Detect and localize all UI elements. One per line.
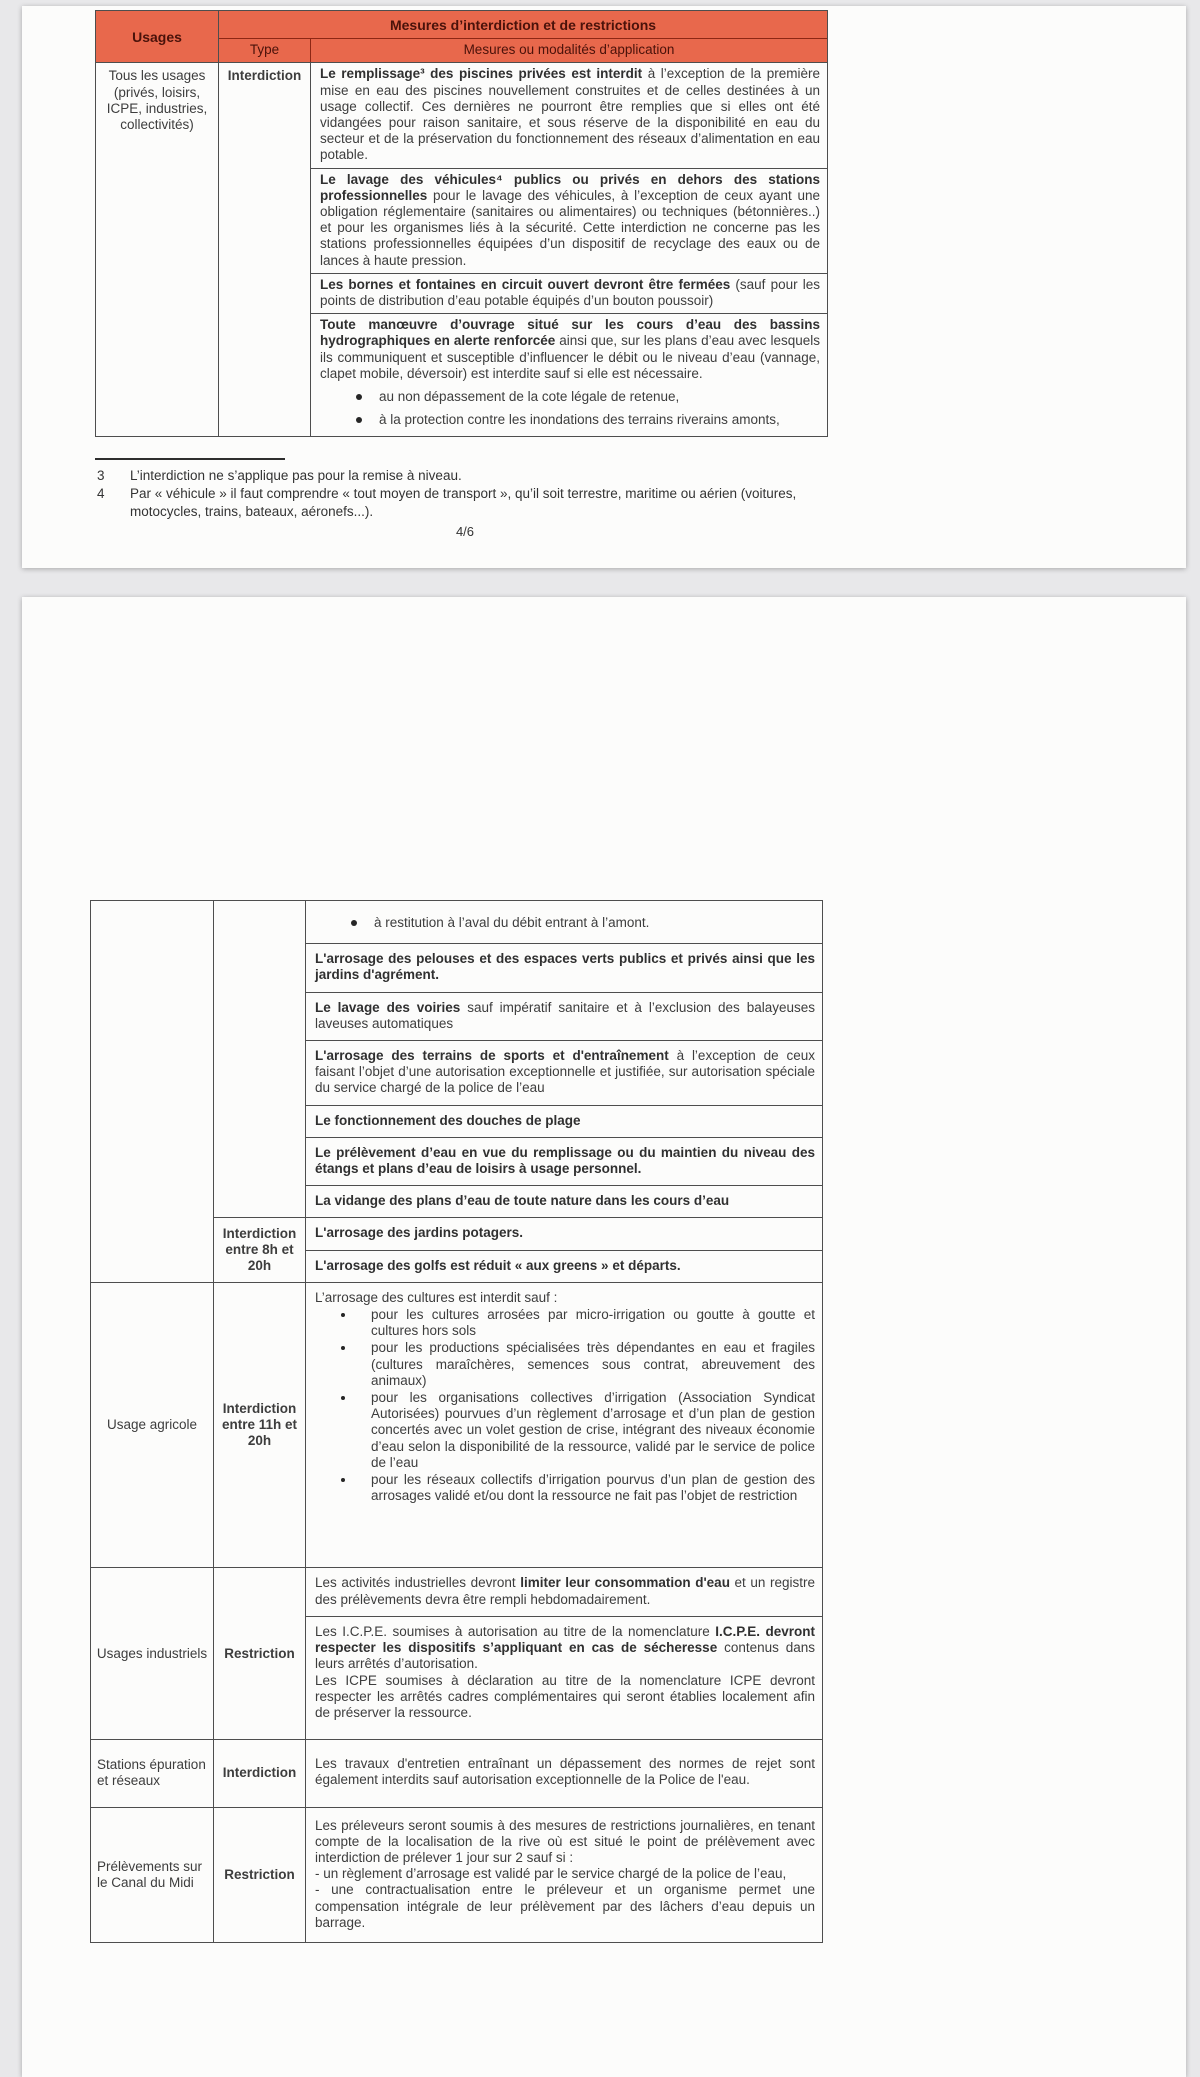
measure-text-segment: limiter leur consommation d'eau xyxy=(520,1575,730,1591)
measure-text-segment: I.C.P.E. xyxy=(715,1623,761,1639)
type-label: Interdiction entre 8h et 20h xyxy=(222,1225,297,1274)
measure-text xyxy=(320,317,820,382)
measures-column xyxy=(306,1218,822,1281)
measure-text-segment: à l’exception de ceux faisant l’objet d’une autorisation exceptionnelle et justifiée, sur autorisation spéciale du service chargé de la police de l’eau xyxy=(315,1048,815,1096)
bullet-item xyxy=(341,1340,815,1389)
measure-text xyxy=(315,1756,815,1788)
bullet-text: pour les productions spécialisées très dépendantes en eau et fragiles (cultures maraîchères, semences sous contrat, abreuvement des animaux) xyxy=(371,1340,815,1388)
group-measures xyxy=(219,63,827,436)
restrictions-table-page1 xyxy=(95,10,828,437)
measure-text-segment: L'arrosage des pelouses et des espaces verts publics et privés ainsi que les jardins d'agrément. xyxy=(315,951,815,983)
measure-text-segment: La vidange des plans d’eau de toute nature dans les cours d’eau xyxy=(315,1193,730,1209)
bullet-item xyxy=(341,1472,815,1504)
footnote-4 xyxy=(95,485,835,521)
measure-text xyxy=(315,1290,815,1306)
type-section xyxy=(214,901,822,1217)
measure-cell xyxy=(306,992,822,1040)
type-label: Interdiction entre 11h et 20h xyxy=(221,1400,298,1449)
measure-text-segment: pour le lavage des véhicules, à l’exception de ceux ayant une obligation réglementaire (sanitaires ou alimentaires) ou techniques (bétonnières..) et pour les organismes liés à la sécurité. Cette interdiction ne concerne pas les stations professionnelles équipées d’un dispositif de recyclage des eaux ou de lances à haute pression. xyxy=(320,187,820,268)
type-cell xyxy=(214,1283,306,1568)
group-measures xyxy=(214,1283,822,1568)
footnote-text: L’interdiction ne s’applique pas pour la remise à niveau. xyxy=(130,468,462,483)
table-row xyxy=(91,901,822,1282)
measure-cell xyxy=(306,1105,822,1137)
usage-cell xyxy=(91,1808,214,1942)
bullet-icon xyxy=(356,394,362,400)
measure-cell xyxy=(306,1137,822,1185)
footnote-3 xyxy=(95,467,835,485)
bullet-item xyxy=(356,389,820,405)
bullet-text: pour les organisations collectives d’irrigation (Association Syndicat Autorisées) pourvues d’un règlement d’arrosage et d’un plan de gestion concertés avec un volet gestion de crise, intégrant des niveaux économie d’eau selon la disponibilité de la ressource, validé par le service de police de l’eau xyxy=(371,1390,815,1470)
measures-column xyxy=(306,901,822,1217)
measure-text xyxy=(315,1258,815,1274)
usage-cell xyxy=(91,901,214,1282)
measure-text-segment: Les activités industrielles devront xyxy=(315,1575,521,1591)
type-cell xyxy=(214,1740,306,1806)
bullet-icon xyxy=(356,417,362,423)
measure-text xyxy=(315,1193,815,1209)
measure-cell xyxy=(306,1218,822,1249)
measure-cell xyxy=(311,313,827,436)
table-row xyxy=(91,1739,822,1806)
measure-text-segment: sauf impératif sanitaire et à l’exclusion des balayeuses laveuses automatiques xyxy=(315,999,815,1031)
measure-text-segment: Les préleveurs seront soumis à des mesures de restrictions journalières, en tenant compte de la localisation de la rive où est situé le point de prélèvement avec interdiction de prélever 1 jour sur 2 sauf si : xyxy=(315,1817,815,1865)
bullet-icon xyxy=(341,1313,345,1317)
measure-text-segment: L’arrosage des cultures est interdit sauf : xyxy=(315,1289,558,1305)
usage-label: Stations épuration et réseaux xyxy=(97,1757,206,1789)
measure-text-segment: Le remplissage³ des piscines privées est interdit xyxy=(320,66,643,82)
measure-text xyxy=(315,1818,815,1931)
measure-cell xyxy=(306,901,822,943)
table-row xyxy=(96,63,827,436)
measure-text-segment: - un règlement d’arrosage est validé par le service chargé de la police de l’eau, xyxy=(315,1866,787,1882)
bullet-item xyxy=(351,915,815,931)
measure-cell xyxy=(306,1740,822,1806)
measures-column xyxy=(306,1740,822,1806)
group-measures xyxy=(214,1740,822,1806)
measure-cell xyxy=(306,1808,822,1942)
usage-label: Usage agricole xyxy=(106,1417,198,1433)
usage-cell xyxy=(91,1283,214,1568)
measure-text-segment: contenus dans leurs arrêtés d’autorisation. xyxy=(315,1640,815,1672)
bullet-item xyxy=(341,1390,815,1471)
header-right xyxy=(219,11,827,62)
type-label: Interdiction xyxy=(222,1765,297,1781)
bullet-text: pour les réseaux collectifs d’irrigation pourvus d’un plan de gestion des arrosages validé et/ou dont la ressource ne fait pas l’objet de restriction xyxy=(371,1472,815,1504)
measure-text-segment: à l’exception de la première mise en eau des piscines nouvellement construites et de celles destinées à un usage collectif. Ces dernières ne pourront être remplies que si elles ont été vidangées pour raison sanitaire, et sous réserve de la disponibilité en eau du secteur et de la préservation du fonctionnement des réseaux d’alimentation en eau potable. xyxy=(320,66,820,163)
footnote-separator xyxy=(95,458,285,460)
measure-text-segment: et un registre des prélèvements devra être rempli hebdomadairement. xyxy=(315,1575,815,1607)
table-body-page1 xyxy=(96,63,827,436)
bullet-item xyxy=(356,412,820,428)
header-measures-group: Mesures d’interdiction et de restrictions xyxy=(219,11,827,39)
measure-text xyxy=(315,1145,815,1177)
bullet-text: à la protection contre les inondations des terrains riverains amonts, xyxy=(379,412,780,428)
type-cell xyxy=(214,1568,306,1739)
type-label: Restriction xyxy=(224,1645,295,1661)
footnotes xyxy=(95,458,835,541)
bullet-item xyxy=(341,1307,815,1339)
measure-cell xyxy=(311,168,827,273)
type-section xyxy=(219,63,827,436)
type-cell xyxy=(219,63,311,436)
restrictions-table-page2 xyxy=(90,900,823,1943)
measure-cell xyxy=(311,273,827,313)
measures-column xyxy=(306,1568,822,1739)
type-cell xyxy=(214,1218,306,1281)
measure-text-segment: devront respecter les dispositifs s’appliquant en cas de sécheresse xyxy=(315,1623,815,1656)
usage-cell xyxy=(96,63,219,436)
type-label: Restriction xyxy=(224,1866,295,1882)
bullet-icon xyxy=(341,1478,345,1482)
usage-label: Prélèvements sur le Canal du Midi xyxy=(97,1858,203,1890)
usage-label: Tous les usages (privés, loisirs, ICPE, industries, collectivités) xyxy=(106,68,208,133)
header-usages: Usages xyxy=(96,11,219,62)
measure-text-segment: Le prélèvement d’eau en vue du remplissage ou du maintien du niveau des étangs et plans d’eau de loisirs à usage personnel. xyxy=(315,1144,815,1177)
type-label: Interdiction xyxy=(227,68,302,84)
measure-text-segment: Les bornes et fontaines en circuit ouvert devront être fermées xyxy=(320,276,731,292)
measure-text xyxy=(315,1048,815,1097)
measure-text xyxy=(315,1000,815,1032)
type-cell xyxy=(214,901,306,1217)
measure-text xyxy=(315,1113,815,1129)
measure-text xyxy=(320,277,820,309)
measure-text xyxy=(320,172,820,269)
group-measures xyxy=(214,1568,822,1739)
measure-cell xyxy=(306,1616,822,1739)
measure-text-segment: Les I.C.P.E. soumises à autorisation au titre de la nomenclature xyxy=(315,1623,716,1639)
measure-text-segment: Le lavage des véhicules⁴ publics ou privés en dehors des stations professionnelles xyxy=(320,171,820,203)
page-1 xyxy=(22,6,1186,568)
table-header xyxy=(96,11,827,63)
table-body-page2 xyxy=(91,901,822,1942)
measure-text-segment: ainsi que, sur les plans d’eau avec lesquels ils communiquent et susceptible d’influencer le débit ou le niveau d’eau (vannage, clapet mobile, déversoir) est interdite sauf si elle est nécessaire. xyxy=(320,333,820,381)
measure-text-segment: Les travaux d'entretien entraînant un dépassement des normes de rejet sont également interdits sauf autorisation exceptionnelle de la Police de l'eau. xyxy=(315,1756,815,1788)
measure-text-segment: L'arrosage des jardins potagers. xyxy=(315,1225,524,1241)
usage-label: Usages industriels xyxy=(96,1645,208,1661)
header-sub-row xyxy=(219,39,827,62)
measure-text xyxy=(315,1624,815,1721)
measure-text xyxy=(315,951,815,983)
measure-text-segment: L'arrosage des terrains de sports et d'entraînement xyxy=(315,1048,669,1064)
footnote-number: 3 xyxy=(97,468,105,483)
measure-text-segment: Le fonctionnement des douches de plage xyxy=(315,1112,581,1128)
type-section xyxy=(214,1283,822,1568)
measures-column xyxy=(306,1808,822,1942)
measure-text-segment: Les ICPE soumises à déclaration au titre de la nomenclature ICPE devront respecter les arrêtés cadres complémentaires qui seront établies localement afin de préserver la ressource. xyxy=(315,1672,815,1720)
measure-text xyxy=(320,66,820,163)
measure-text-segment: (sauf pour les points de distribution d’eau potable équipés d’un bouton poussoir) xyxy=(320,276,820,309)
footnote-text: Par « véhicule » il faut comprendre « tout moyen de transport », qu’il soit terrestre, maritime ou aérien (voitures, motocycles, trains, bateaux, aéronefs...). xyxy=(130,486,797,519)
measure-text xyxy=(315,1225,815,1241)
bullet-icon xyxy=(341,1396,345,1400)
type-cell xyxy=(214,1808,306,1942)
measure-cell xyxy=(311,63,827,167)
measure-cell xyxy=(306,1185,822,1217)
measure-text-segment: L'arrosage des golfs est réduit « aux greens » et départs. xyxy=(315,1257,681,1273)
measure-text-segment: Toute manœuvre d’ouvrage situé sur les cours d’eau des bassins hydrographiques en alerte renforcée xyxy=(320,317,820,349)
measure-cell xyxy=(306,1040,822,1105)
usage-cell xyxy=(91,1740,214,1806)
header-type: Type xyxy=(219,39,311,62)
page-2 xyxy=(22,597,1186,2077)
table-row xyxy=(91,1282,822,1568)
bullet-icon xyxy=(351,920,357,926)
measure-cell xyxy=(306,1283,822,1568)
bullet-text: au non dépassement de la cote légale de retenue, xyxy=(379,389,680,405)
usage-cell xyxy=(91,1568,214,1739)
measure-cell xyxy=(306,1250,822,1282)
header-application: Mesures ou modalités d’application xyxy=(463,42,675,58)
measure-text-segment: Le lavage des voiries xyxy=(315,999,461,1015)
measures-column xyxy=(306,1283,822,1568)
type-section xyxy=(214,1217,822,1281)
bullet-text: à restitution à l’aval du débit entrant à l’amont. xyxy=(374,915,650,930)
measures-column xyxy=(311,63,827,436)
measure-cell xyxy=(306,943,822,991)
group-measures xyxy=(214,901,822,1282)
measure-text xyxy=(315,1575,815,1607)
bullet-icon xyxy=(341,1346,345,1350)
footnote-number: 4 xyxy=(97,486,105,501)
group-measures xyxy=(214,1808,822,1942)
bullet-text: pour les cultures arrosées par micro-irrigation ou goutte à goutte et cultures hors sols xyxy=(371,1307,815,1339)
table-row xyxy=(91,1567,822,1739)
type-section xyxy=(214,1808,822,1942)
page-number: 4/6 xyxy=(455,524,475,539)
measure-text-segment: - une contractualisation entre le préleveur et un organisme permet une compensation intégrale de leur prélèvement par des lâchers d’eau depuis un barrage. xyxy=(315,1882,815,1930)
table-row xyxy=(91,1807,822,1942)
type-section xyxy=(214,1740,822,1806)
measure-cell xyxy=(306,1568,822,1615)
type-section xyxy=(214,1568,822,1739)
